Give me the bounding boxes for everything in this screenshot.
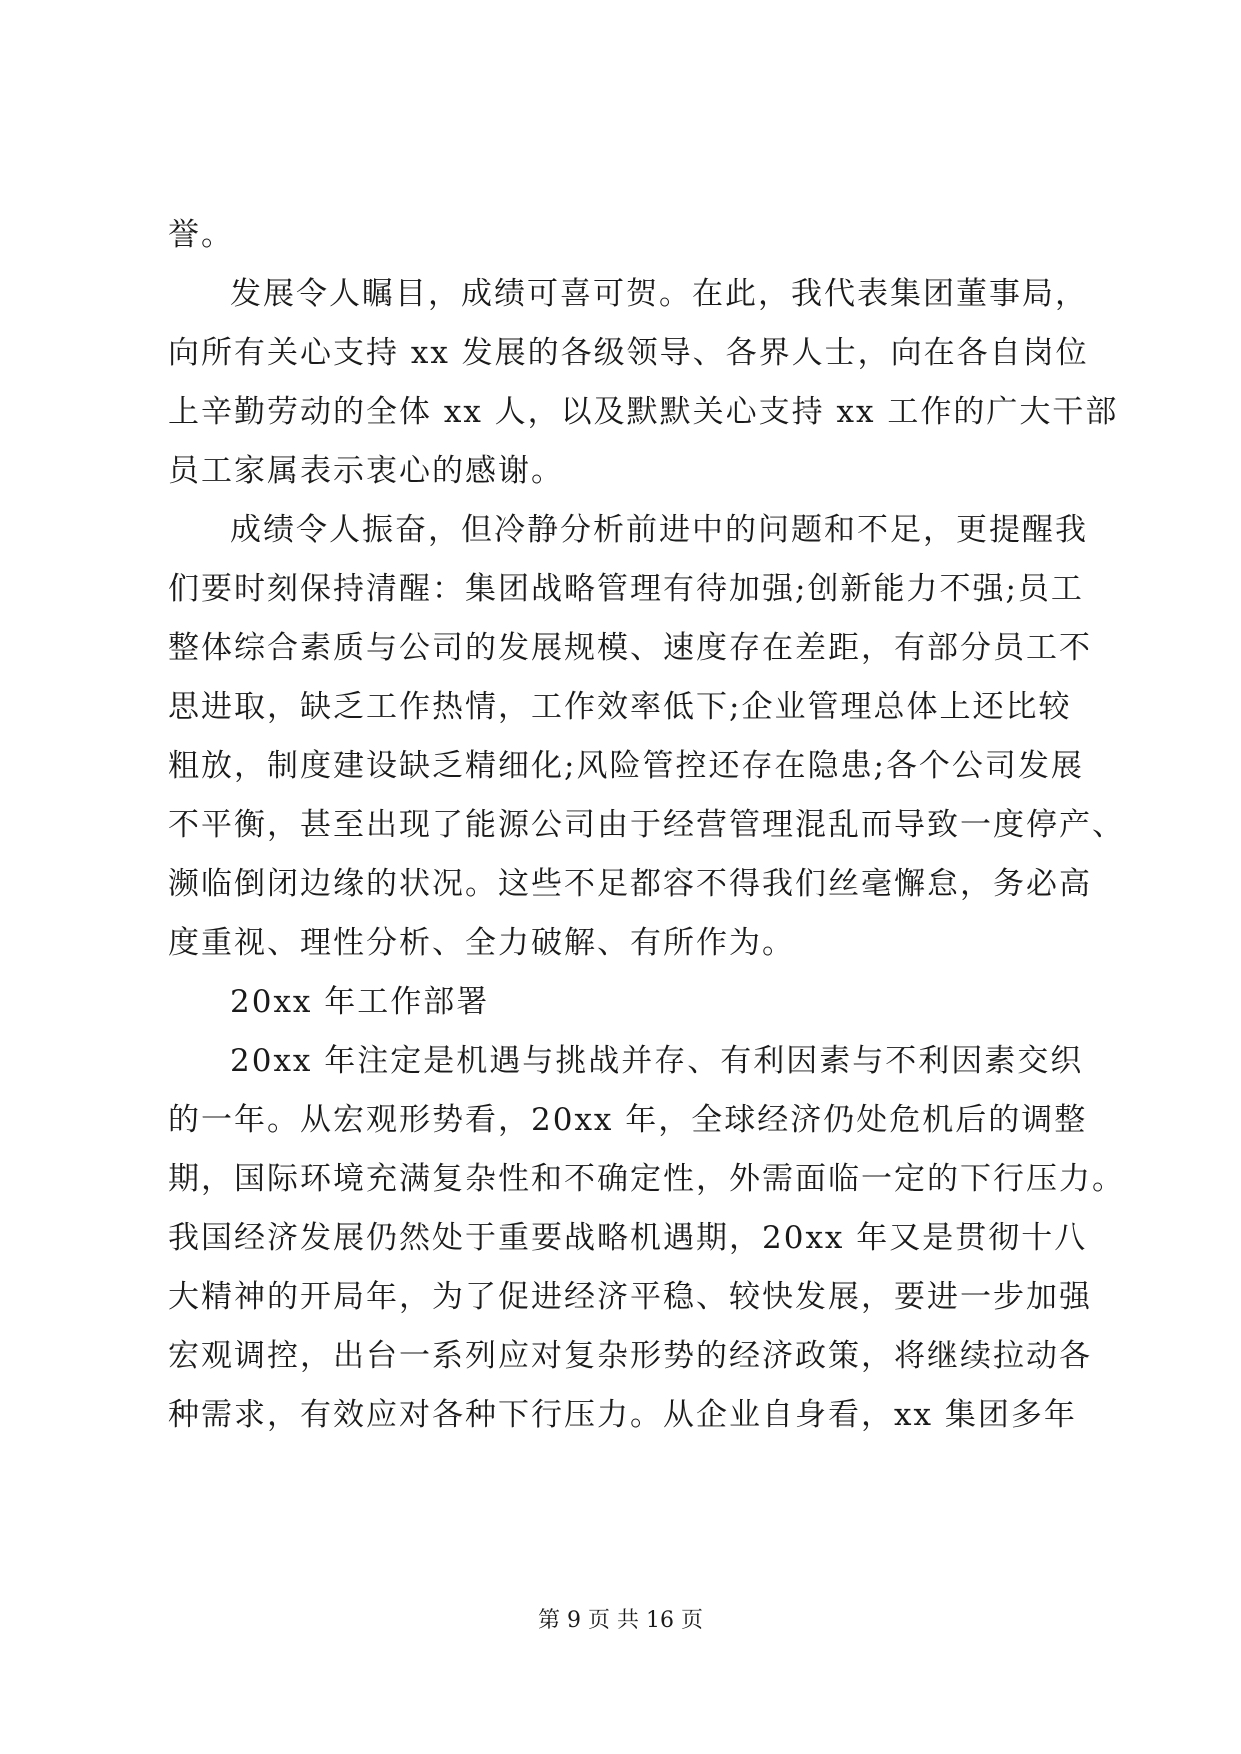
- text-line: 20xx 年注定是机遇与挑战并存、有利因素与不利因素交织: [230, 1043, 1084, 1079]
- text-line: 种需求，有效应对各种下行压力。从企业自身看，xx 集团多年: [168, 1397, 1077, 1433]
- text-line: 粗放，制度建设缺乏精细化;风险管控还存在隐患;各个公司发展: [168, 748, 1084, 784]
- text-line: 思进取，缺乏工作热情，工作效率低下;企业管理总体上还比较: [168, 689, 1072, 725]
- text-line: 誉。: [168, 217, 234, 253]
- text-line: 度重视、理性分析、全力破解、有所作为。: [168, 925, 795, 961]
- section-heading: 20xx 年工作部署: [230, 984, 490, 1020]
- text-line: 期，国际环境充满复杂性和不确定性，外需面临一定的下行压力。: [168, 1161, 1125, 1197]
- text-line: 员工家属表示衷心的感谢。: [168, 453, 564, 489]
- text-line: 宏观调控，出台一系列应对复杂形势的经济政策，将继续拉动各: [168, 1338, 1092, 1374]
- text-line: 不平衡，甚至出现了能源公司由于经营管理混乱而导致一度停产、: [168, 807, 1125, 843]
- text-line: 成绩令人振奋，但冷静分析前进中的问题和不足，更提醒我: [230, 512, 1088, 548]
- text-line: 濒临倒闭边缘的状况。这些不足都容不得我们丝毫懈怠，务必高: [168, 866, 1092, 902]
- text-line: 整体综合素质与公司的发展规模、速度存在差距，有部分员工不: [168, 630, 1092, 666]
- text-line: 向所有关心支持 xx 发展的各级领导、各界人士，向在各自岗位: [168, 335, 1089, 371]
- page-number-footer: 第 9 页 共 16 页: [538, 1608, 703, 1633]
- text-line: 们要时刻保持清醒：集团战略管理有待加强;创新能力不强;员工: [168, 571, 1084, 607]
- text-line: 的一年。从宏观形势看，20xx 年，全球经济仍处危机后的调整: [168, 1102, 1088, 1138]
- text-line: 大精神的开局年，为了促进经济平稳、较快发展，要进一步加强: [168, 1279, 1092, 1315]
- document-body: [168, 206, 1125, 1445]
- text-line: 发展令人瞩目，成绩可喜可贺。在此，我代表集团董事局，: [230, 276, 1088, 312]
- text-line: 上辛勤劳动的全体 xx 人，以及默默关心支持 xx 工作的广大干部: [168, 394, 1119, 430]
- text-line: 我国经济发展仍然处于重要战略机遇期，20xx 年又是贯彻十八: [168, 1220, 1088, 1256]
